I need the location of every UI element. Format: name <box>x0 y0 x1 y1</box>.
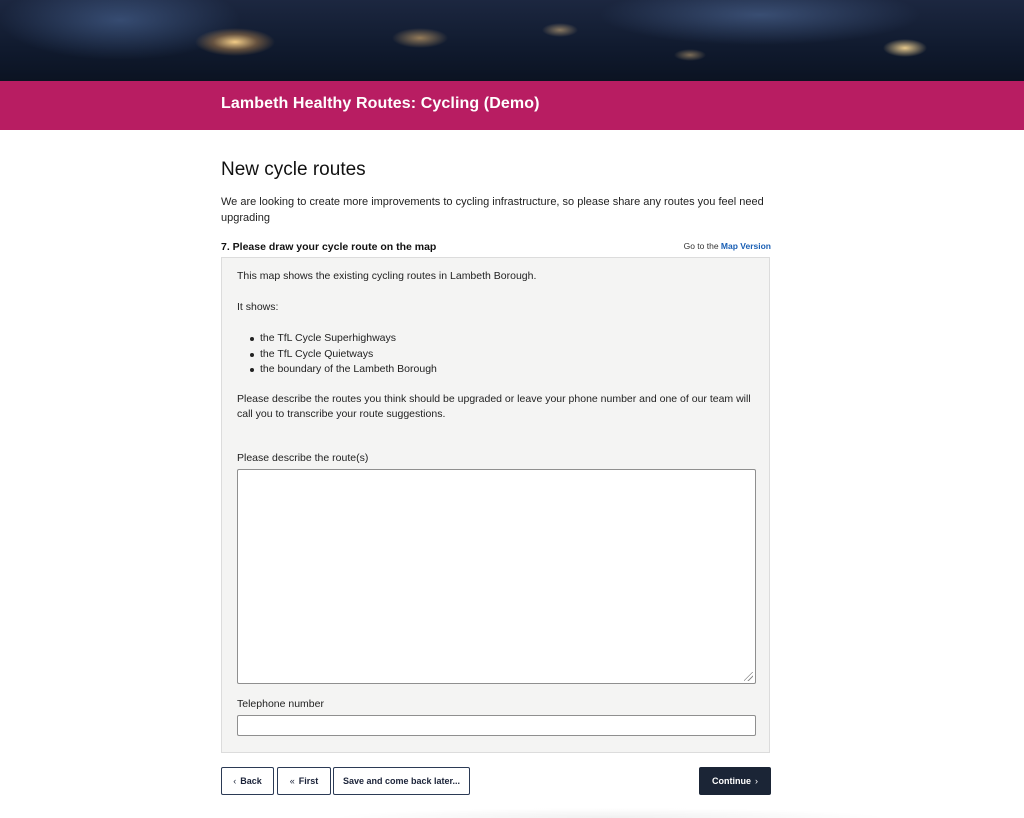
list-item: the boundary of the Lambeth Borough <box>237 362 437 378</box>
map-features-list <box>237 331 437 378</box>
telephone-input[interactable] <box>237 715 756 736</box>
back-button-label: Back <box>240 776 262 786</box>
double-chevron-left-icon: « <box>289 776 295 786</box>
back-button[interactable] <box>221 767 274 795</box>
hero-night-city-image <box>0 0 1024 81</box>
chevron-left-icon: ‹ <box>233 776 237 786</box>
it-shows-label: It shows: <box>237 301 279 313</box>
continue-button-label: Continue <box>712 776 751 786</box>
page-intro: We are looking to create more improvements to cycling infrastructure, so please share any routes you feel need upgrading <box>221 196 764 224</box>
instructions-text: Please describe the routes you think should be upgraded or leave your phone number and one of our team will call you to transcribe your route suggestions. <box>237 393 751 420</box>
page-title: New cycle routes <box>221 159 366 180</box>
telephone-label: Telephone number <box>237 698 324 710</box>
save-and-come-back-button[interactable] <box>333 767 470 795</box>
route-description-label: Please describe the route(s) <box>237 452 369 464</box>
save-button-label: Save and come back later... <box>342 776 461 786</box>
list-item: the TfL Cycle Quietways <box>237 347 437 363</box>
footer-shadow <box>330 806 890 818</box>
map-version-link-container <box>684 241 771 251</box>
resize-handle-icon[interactable] <box>744 672 753 681</box>
continue-button[interactable] <box>699 767 771 795</box>
list-item: the TfL Cycle Superhighways <box>237 331 437 347</box>
route-description-textarea[interactable] <box>237 469 756 684</box>
first-button[interactable] <box>277 767 331 795</box>
question-title: 7. Please draw your cycle route on the map <box>221 241 437 253</box>
map-description: This map shows the existing cycling routes in Lambeth Borough. <box>237 270 537 282</box>
survey-title: Lambeth Healthy Routes: Cycling (Demo) <box>221 95 540 112</box>
chevron-right-icon: › <box>755 776 758 786</box>
map-version-link[interactable]: Map Version <box>720 241 771 251</box>
map-link-prefix: Go to the <box>683 241 719 251</box>
question-panel <box>221 257 770 753</box>
first-button-label: First <box>298 776 319 786</box>
